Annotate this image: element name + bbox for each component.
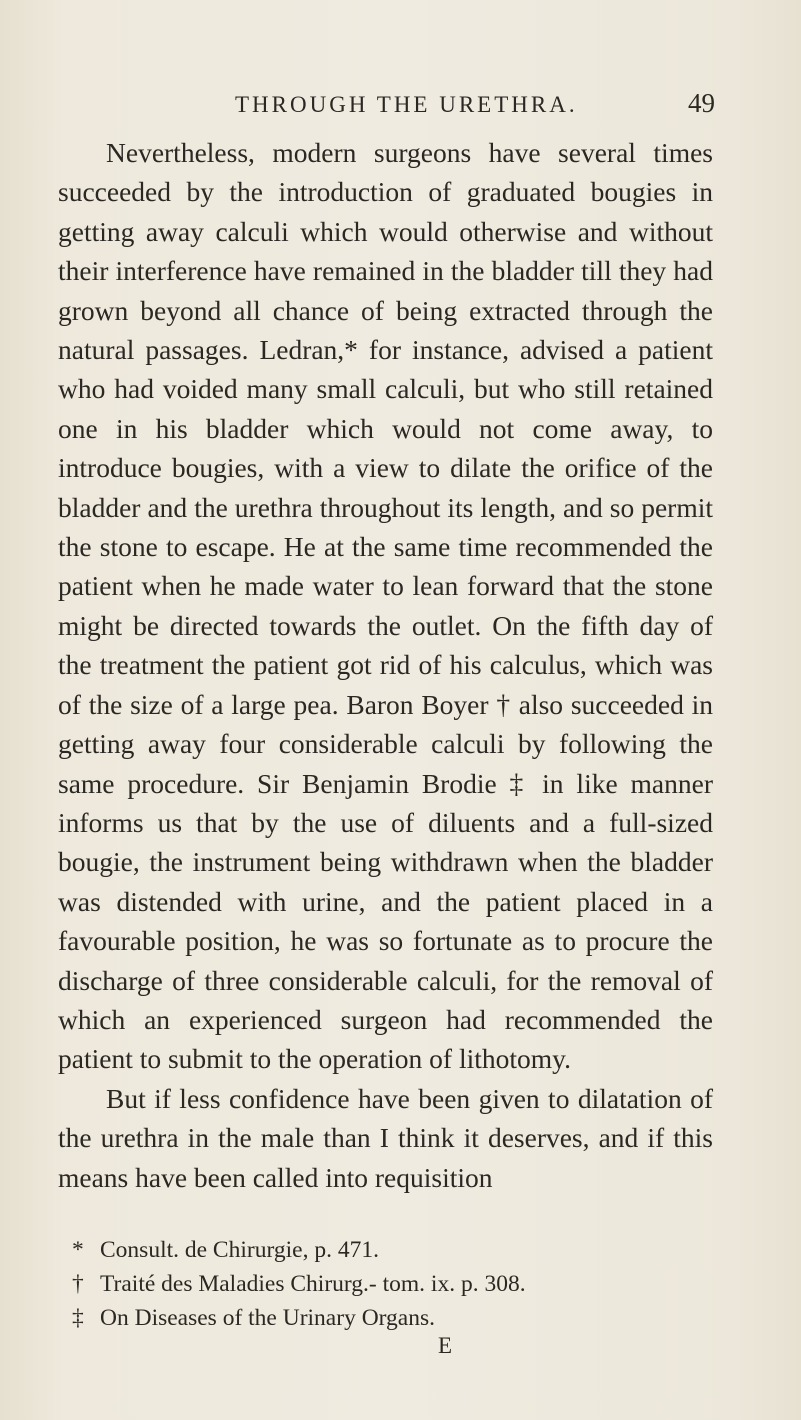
page-number: 49 xyxy=(688,88,715,118)
body-text xyxy=(58,133,713,1197)
running-head xyxy=(235,88,715,124)
signature-mark: E xyxy=(438,1333,453,1358)
footnote-text: On Diseases of the Urinary Organs. xyxy=(100,1305,436,1331)
footnote-mark: * xyxy=(72,1237,84,1263)
footnote xyxy=(72,1301,712,1335)
footnote-text: Traité des Maladies Chirurg.- tom. ix. p. 308. xyxy=(100,1271,526,1297)
running-title: THROUGH THE URETHRA. xyxy=(235,92,578,117)
footnote-mark: † xyxy=(72,1271,84,1297)
footnote-mark: ‡ xyxy=(72,1305,84,1331)
paragraph: Nevertheless, modern surgeons have several times succeeded by the introduction of graduated bougies in getting away calculi which would otherwise and without their interference have remained in the bladder till they had grown beyond all chance of being extracted through the natural passages. Ledran,* for instance, advised a patient who had voided many small calculi, but who still retained one in his bladder which would not come away, to introduce bougies, with a view to dilate the orifice of the bladder and the urethra throughout its length, and so permit the stone to escape. He at the same time recommended the patient when he made water to lean forward that the stone might be directed towards the outlet. On the fifth day of the treatment the patient got rid of his calculus, which was of the size of a large pea. Baron Boyer † also succeeded in getting away four considerable calculi by following the same procedure. Sir Benjamin Brodie ‡ in like manner informs us that by the use of diluents and a full-sized bougie, the instrument being withdrawn when the bladder was distended with urine, and the patient placed in a favourable position, he was so fortunate as to procure the discharge of three considerable calculi, for the removal of which an experienced surgeon had recommended the patient to submit to the operation of lithotomy. xyxy=(58,137,713,1075)
footnotes xyxy=(72,1233,712,1335)
footnote xyxy=(72,1267,712,1301)
footnote-text: Consult. de Chirurgie, p. 471. xyxy=(100,1237,379,1263)
footnote xyxy=(72,1233,712,1267)
paragraph: But if less confidence have been given to dilatation of the urethra in the male than I think it deserves, and if this means have been called into requisition xyxy=(58,1082,713,1193)
